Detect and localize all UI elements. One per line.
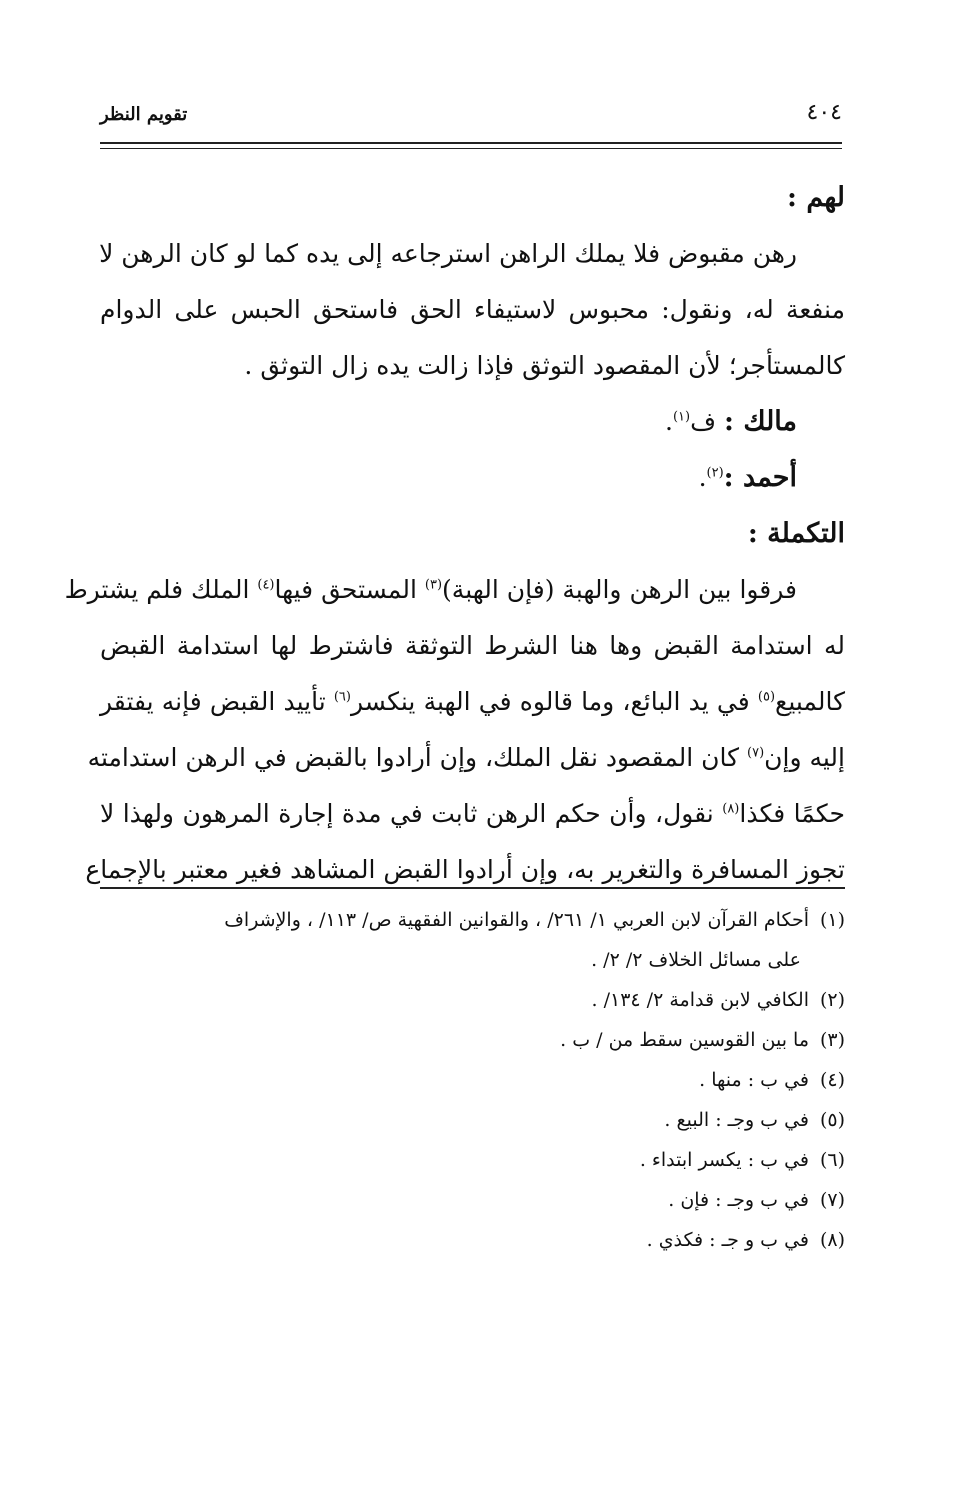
footnote-3: [100, 1020, 845, 1060]
takmila-l3-b: في يد البائع، وما قالوه في الهبة ينكسر: [350, 687, 758, 716]
malik-line: [100, 394, 845, 450]
takmila-line-3: [100, 674, 845, 730]
takmila-l5-a: حكمًا فكذا: [739, 799, 845, 828]
takmila-l4-a: إليه وإن: [764, 743, 845, 772]
takmila-l5-b: نقول، وأن حكم الرهن ثابت في مدة إجارة المرهون ولهذا لا: [100, 799, 723, 828]
ahmad-label: أحمد :: [723, 462, 797, 493]
malik-label: مالك :: [723, 406, 797, 437]
footnote-separator: [100, 887, 845, 889]
footnote-number: (٢): [819, 989, 845, 1011]
footnote-number: (٨): [819, 1229, 845, 1251]
lahum-line-2: منفعة له، ونقول: محبوس لاستيفاء الحق فاستحق الحبس على الدوام: [100, 295, 845, 324]
footnote-number: (٥): [819, 1109, 845, 1131]
footnote-text: الكافي لابن قدامة ٢/ ١٣٤/ .: [591, 989, 809, 1011]
malik-text: ف: [690, 407, 724, 436]
heading-takmila: التكملة :: [747, 518, 845, 549]
footnote-ref-1: (١): [672, 409, 691, 425]
footnote-number: (٧): [819, 1189, 845, 1211]
page-header: [100, 98, 842, 138]
footnote-number: (٤): [819, 1069, 845, 1091]
footnote-text: في ب : منها .: [699, 1069, 809, 1091]
footnote-1: [100, 900, 845, 940]
takmila-l1-b: المستحق فيها: [274, 575, 425, 604]
ahmad-end: .: [698, 463, 707, 492]
footnote-text: في ب و جـ : فكذي .: [646, 1229, 809, 1251]
footnote-8: [100, 1220, 845, 1260]
main-text: [64, 170, 845, 898]
footnote-text: أحكام القرآن لابن العربي ١/ ٢٦١/ ، والقوانين الفقهية ص/ ١١٣/ ، والإشراف: [224, 909, 809, 931]
footnote-number: (٣): [819, 1029, 845, 1051]
takmila-line-6: تجوز المسافرة والتغرير به، وإن أرادوا القبض المشاهد فغير معتبر بالإجماع: [85, 855, 845, 884]
takmila-l4-b: كان المقصود نقل الملك، وإن أرادوا بالقبض في الرهن استدامته: [87, 743, 748, 772]
malik-end: .: [664, 407, 673, 436]
takmila-line-4: [87, 730, 845, 786]
ahmad-line: [100, 450, 845, 506]
takmila-l3-c: تأييد القبض فإنه يفتقر: [100, 687, 334, 716]
footnote-number: (٦): [819, 1149, 845, 1171]
takmila-l1-c: الملك فلم يشترط: [64, 575, 258, 604]
footnote-text: في ب وجـ : البيع .: [664, 1109, 809, 1131]
heading-lahum: لهم :: [786, 182, 845, 213]
footnotes: [100, 900, 845, 1260]
footnote-6: [100, 1140, 845, 1180]
footnote-ref-2: (٢): [706, 465, 724, 481]
footnote-ref-4: (٤): [257, 577, 275, 593]
page-number: ٤٠٤: [806, 100, 842, 125]
footnote-text: في ب : يكسر ابتداء .: [639, 1149, 809, 1171]
footnote-5: [100, 1100, 845, 1140]
footnote-2: [100, 980, 845, 1020]
lahum-line-1: رهن مقبوض فلا يملك الراهن استرجاعه إلى يده كما لو كان الرهن لا: [99, 239, 797, 268]
lahum-line-3: كالمستأجر؛ لأن المقصود التوثق فإذا زالت يده زال التوثق .: [244, 351, 845, 380]
header-rule-thin: [100, 148, 842, 149]
footnote-ref-6: (٦): [333, 689, 351, 705]
footnote-text: في ب وجـ : فإن .: [668, 1189, 809, 1211]
footnote-ref-5: (٥): [757, 689, 776, 705]
footnote-7: [100, 1180, 845, 1220]
takmila-l3-a: كالمبيع: [775, 687, 845, 716]
takmila-line-5: [100, 786, 845, 842]
footnote-1-continuation: على مسائل الخلاف ٢/ ٢/ .: [591, 949, 801, 971]
running-title: تقويم النظر: [100, 104, 188, 125]
header-rule-thick: [100, 142, 842, 144]
footnote-number: (١): [819, 909, 845, 931]
takmila-line-1: [64, 562, 845, 618]
takmila-l1-a: فرقوا بين الرهن والهبة (فإن الهبة): [442, 575, 797, 604]
footnote-ref-3: (٣): [424, 577, 443, 593]
footnote-ref-7: (٧): [747, 745, 765, 761]
takmila-line-2: له استدامة القبض وها هنا الشرط التوثقة فاشترط لها استدامة القبض: [100, 631, 845, 660]
footnote-4: [100, 1060, 845, 1100]
footnote-text: ما بين القوسين سقط من / ب .: [560, 1029, 809, 1051]
footnote-ref-8: (٨): [722, 801, 740, 817]
